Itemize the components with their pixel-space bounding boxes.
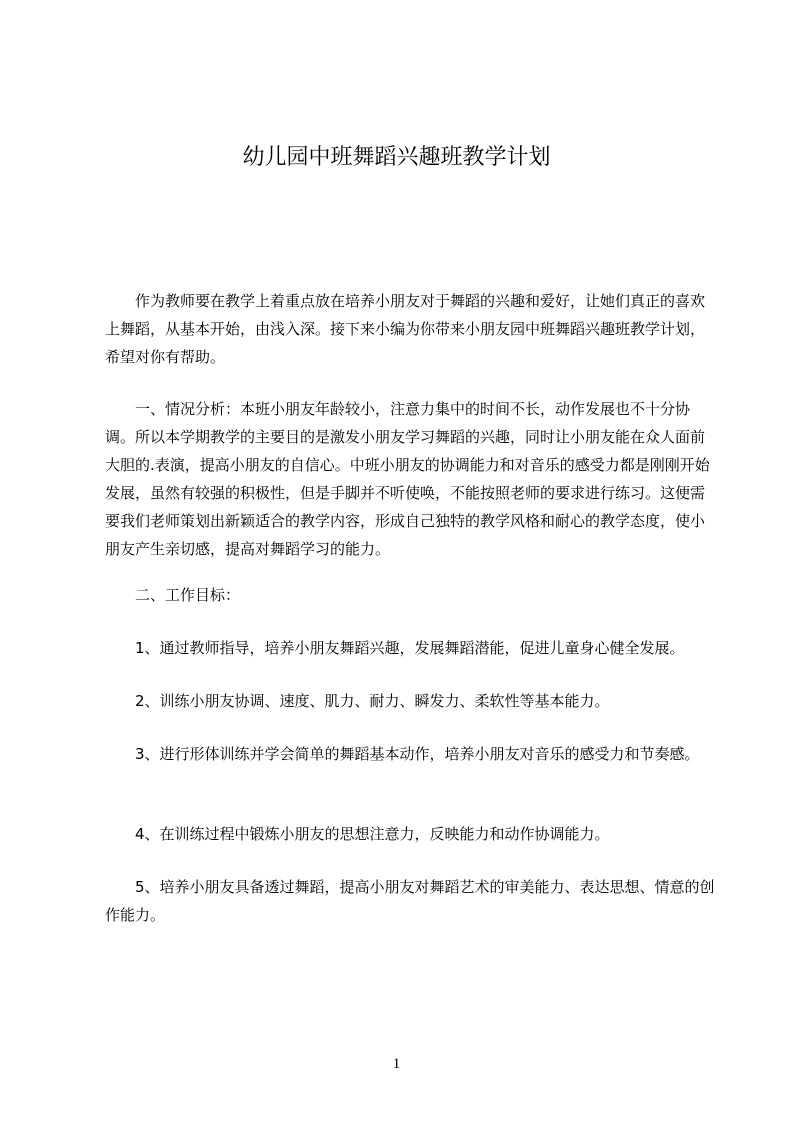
goal-item-5: 5、培养小朋友具备透过舞蹈，提高小朋友对舞蹈艺术的审美能力、表达思想、情意的创作能力。: [105, 878, 715, 924]
intro-paragraph: 作为教师要在教学上着重点放在培养小朋友对于舞蹈的兴趣和爱好，让她们真正的喜欢上舞蹈，从基本开始，由浅入深。接下来小编为你带来小朋友园中班舞蹈兴趣班教学计划，希望对你有帮助。: [105, 292, 706, 366]
page-number: 1: [392, 1056, 401, 1072]
goal-item-3: 3、进行形体训练并学会简单的舞蹈基本动作，培养小朋友对音乐的感受力和节奏感。: [135, 745, 700, 763]
goal-item-2: 2、训练小朋友协调、速度、肌力、耐力、瞬发力、柔软性等基本能力。: [135, 692, 610, 710]
document-title: 幼儿园中班舞蹈兴趣班教学计划: [242, 145, 551, 170]
situation-analysis-paragraph: 一、情况分析：本班小朋友年龄较小，注意力集中的时间不长，动作发展也不十分协调。所以本学期教学的主要目的是激发小朋友学习舞蹈的兴趣，同时让小朋友能在众人面前大胆的.表演，提高小朋友的自信心。中班小朋友的协调能力和对音乐的感受力都是刚刚开始发展，虽然有较强的积极性，但是手脚并不听使唤，不能按照老师的要求进行练习。这便需要我们老师策划出新颖适合的教学内容，形成自己独特的教学风格和耐心的教学态度，使小朋友产生亲切感，提高对舞蹈学习的能力。: [105, 400, 710, 558]
goal-item-1: 1、通过教师指导，培养小朋友舞蹈兴趣，发展舞蹈潜能，促进儿童身心健全发展。: [135, 639, 685, 657]
work-goals-heading: 二、工作目标：: [135, 586, 241, 604]
goal-item-4: 4、在训练过程中锻炼小朋友的思想注意力，反映能力和动作协调能力。: [135, 825, 610, 843]
